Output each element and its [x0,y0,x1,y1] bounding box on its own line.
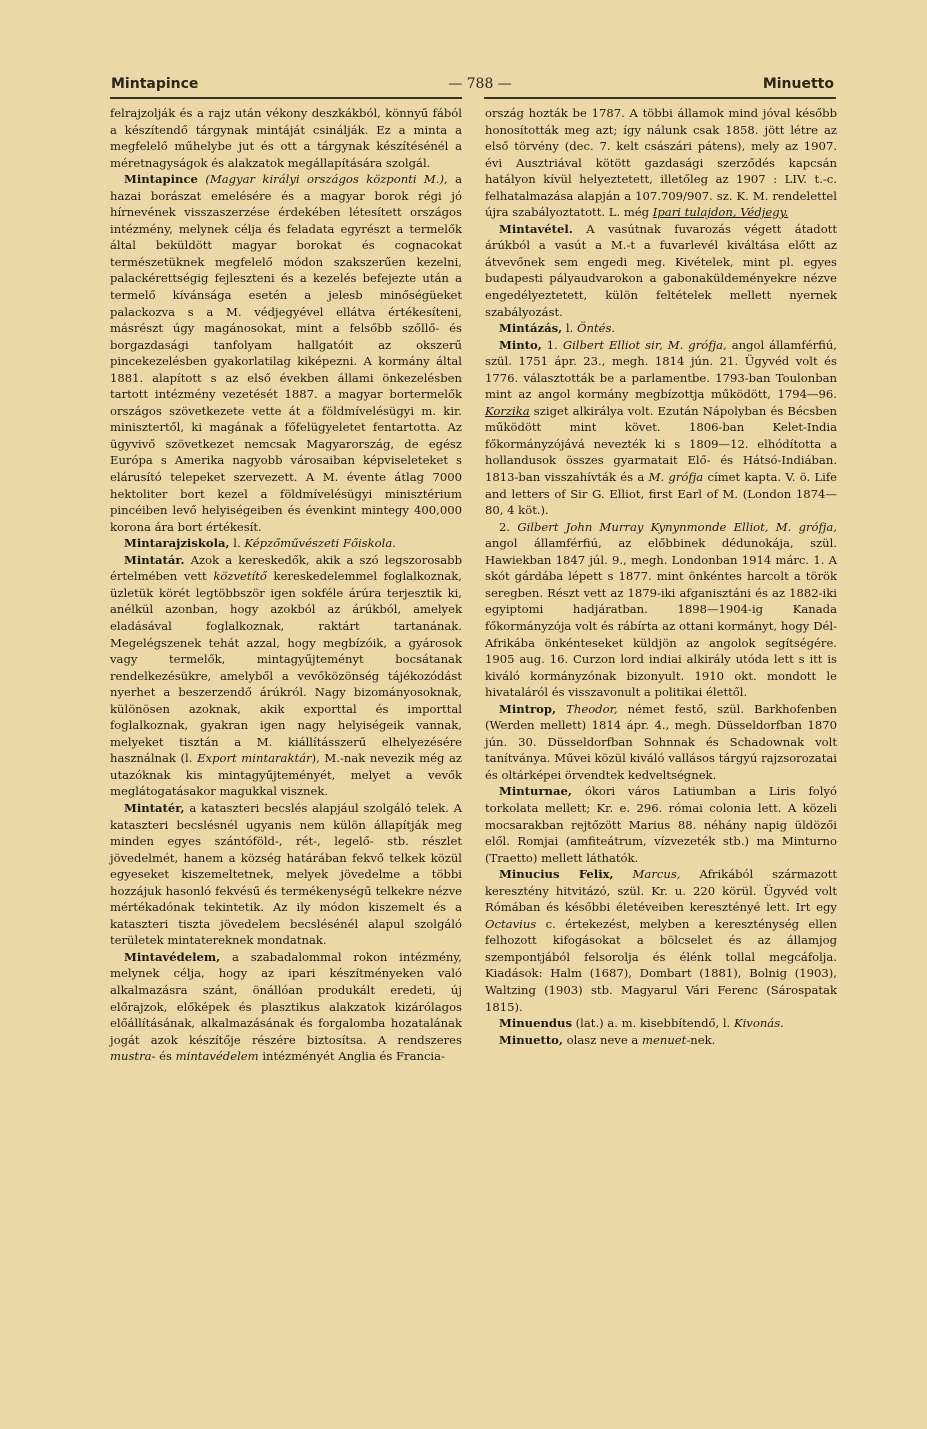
headword: Mintapince [124,172,198,187]
entry-minto [485,337,837,519]
entry-minuetto [485,1032,837,1049]
entry-mintavetel [485,221,837,320]
page-number: — 788 — [448,76,512,92]
entry-text: kereskedelemmel foglalkoznak, üzletük körét legtöbbször igen sokféle árúra terjesztik ki, anélkül azonban, hogy azokból az árúkból, amelyek eladásával foglalkoznak, raktárt tartanának. Megelégszenek tehát azzal, hogy megbízóik, a gyárosok vagy termelők, mintagyűjteményt bocsátanak rendelkezésükre, amelyből a vevőközönség tájékozódást nyerhet a beszerzendő árúkról. Nagy bizományosoknak, különösen azoknak, akik exporttal és importtal foglalkoznak, gyakran igen nagy helyiségeik vannak, melyeket tisztán a M. kiállításszerű elhelyezésére használnak (l. [110,569,462,766]
headword: Mintázás, [499,321,563,336]
entry-text: Azok a kereskedők, akik a szó legszorosabb értelmében vett [110,552,462,584]
cross-reference: menuet [642,1032,687,1047]
entry-italic: mintavédelem [175,1049,259,1064]
entry-text: angol államférfiú, az előbbinek dédunokája, szül. Hawiekban 1847 júl. 9., megh. Londonban 1914 márc. 1. A skót gárdába lépett s 1877. mint önkéntes harcolt a török seregben. Részt vett az 1879-iki afganisztáni és az 1882-iki egyiptomi hadjáratban. 1898—1904-ig Kanada főkormányzója volt és rábírta az ottani kormányt, hogy Dél-Afrikába önkénteseket küldjön az angolok segítségére. 1905 aug. 16. Curzon lord indiai alkirály utóda lett s itt is kiváló kormányzónak bizonyult. 1910 okt. mondott le hivataláról és visszavonult a politikai élettől. [485,536,837,700]
entry-text: angol államférfiú, szül. 1751 ápr. 23., megh. 1814 jún. 21. Ügyvéd volt és 1776. választották be a parlamentbe. 1793-ban Toulonban mint az angol kormány megbízottja működött, 1794—96. [485,337,837,402]
entry-text: intézményét Anglia és Francia- [258,1049,445,1064]
headword: Minuendus [499,1016,572,1031]
entry-text: c. értekezést, melyben a kereszténység ellen felhozott kifogásokat a bölcselet és az államjog szempontjából felsorolja és élénk tollal megcáfolja. Kiadások: Halm (1687), Dombart (1881), Bolnig (1903), Waltzing (1903) stb. Magyarul Vári Ferenc (Sárospatak 1815). [485,916,837,1014]
entry-minto-2 [485,519,837,701]
cross-reference: Ipari tulajdon, Védjegy. [652,205,789,220]
header-rule-right [484,97,836,99]
headword: Mintavétel. [499,221,573,236]
entry-italic: M. grófja [648,470,704,485]
entry-text: ország hozták be 1787. A többi államok mind jóval később honosították meg azt; így nálunk csak 1858. jött létre az első törvény (dec. 7. kelt császári pátens), mely az 1907. évi Ausztriával kötött gazdasági szerződés kapcsán hatályon kívül helyeztetett, illetőleg az 1907 : LIV. t.-c. felhatalmazása alapján a 107.709/907. sz. K. M. rendelettel újra szabályoztatott. L. még [485,106,837,220]
entry-text: Afrikából származott keresztény hitvitázó, szül. Kr. u. 220 körül. Ügyvéd volt Rómában és későbbi életéveiben keresztényé lett. Irt egy [485,867,838,915]
entry-minuendus [485,1015,837,1032]
entry-italic: (Magyar királyi országos központi M.) [205,172,445,187]
entry-italic: mustra- [110,1049,156,1064]
right-column [485,105,837,1048]
entry-minucius-felix [485,866,837,1015]
entry-text: a kataszteri becslés alapjául szolgáló telek. A kataszteri becslésnél ugyanis nem külön állapítják meg minden egyes szántóföld-, rét-, legelő- stb. részlet jövedelmét, hanem a község határában fekvő telkek közül egyeseket kiszemeltetnek, melyek jövedelme a többi hozzájuk hasonló fekvésű és termékenységű telkekre nézve mértékadónak tekintetik. Az ily módon kiszemelt és a kataszteri tiszta jövedelem becslésénél alapul szolgáló területek mintatereknek mondatnak. [110,800,462,948]
entry-text: l. [562,321,577,336]
entry-italic: Gilbert John Murray Kynynmonde Elliot, M. grófja, [517,519,837,534]
entry-continuation [110,105,462,171]
entry-mintapince [110,171,462,535]
entry-minturnae [485,783,837,866]
entry-text: A vasútnak fuvarozás végett átadott árúkból a vasút a M.-t a fuvarlevél kiváltása előtt az átvevőnek sem engedi meg. Kivételek, mint pl. egyes budapesti pályaudvarokon a gabonaküldeményekre nézve engedélyeztetett, külön feltételek mellett nyernek szabályozást. [485,221,837,319]
running-head-left: Mintapince [111,76,199,92]
entry-text: a szabadalommal rokon intézmény, melynek célja, hogy az ipari készítményeken való alkalmazásra szánt, önállóan produkált eredeti, új előrajzok, előképek és plasztikus alakzatok kizárólagos előállításának, alkalmazásának és forgalomba hozatalának jogát azok készítője részére biztosítsa. A rendszeres [110,949,462,1047]
entry-italic: Octavius [485,916,537,931]
entry-mintrop [485,701,837,784]
entry-text: , a hazai borászat emelésére és a magyar borok régi jó hírnevének visszaszerzése érdekében létesített országos intézmény, melynek célja és feladata egyrészt a termelők által beküldött magyar borokat és cognacokat természetüknek megfelelő módon szakszerűen kezelni, palackérettségig fejleszteni és a kezelés befejezte után a termelő kívánsága esetén a jelesb minőségüeket palackozva s a M. védjegyével ellátva értékesíteni, másrészt úgy magánosokat, mint a felsőbb szőllő- és borgazdasági tanfolyam hallgatóit az okszerű pincekezelésben gyakorlatilag kiképezni. A kormány által 1881. alapított s az első években állami önkezelésben tartott intézmény vezetését 1887. a magyar bortermelők országos szövetkezete vette át a földmívelésügyi m. kir. minisztertől, ki magának a főfelügyeletet fentartotta. Az ügyvivő szövetkezet nemcsak Magyarország, de egész Európa s Amerika nagyobb városaiban képviseleteket s elárusító telepeket szervezett. A M. évente átlag 7000 hektoliter bort kezel a földmívelésügyi minisztérium pincéiben levő helyiségeiben és évenkint mintegy 400,000 korona ára bort értékesít. [110,172,462,534]
entry-text: (lat.) a. m. kisebbítendő, l. [571,1016,734,1031]
headword: Minuetto, [499,1032,563,1047]
entry-italic: Theodor, [556,701,618,716]
entry-text: felrajzolják és a rajz után vékony deszkákból, könnyű fából a készítendő tárgynak mintáját csinálják. Ez a minta a megfelelő műhelybe jut és ott a tárgynak készítésénél a méretnagyságok és alakzatok megállapítására szolgál. [110,106,462,170]
entry-continuation [485,105,837,221]
cross-reference: Export mintaraktár [197,751,312,766]
entry-italic: Gilbert Elliot sir, M. grófja, [562,337,727,352]
entry-mintatar [110,552,462,800]
cross-reference: Korzika [485,403,530,418]
entry-text: és [155,1049,176,1064]
entry-text: 2. [499,519,518,534]
cross-reference: Képzőművészeti Főiskola. [244,536,396,551]
headword: Minucius Felix, [499,867,614,882]
entry-text: olasz neve a [562,1032,643,1047]
running-head-right: Minuetto [762,76,834,92]
entry-italic: közvetítő [213,569,267,584]
header-rule-left [110,97,462,99]
headword: Mintatér, [124,800,185,815]
headword: Mintavédelem, [124,949,221,964]
left-column [110,105,462,1065]
entry-mintavedelem [110,949,462,1065]
entry-text: sziget alkirálya volt. Ezután Nápolyban és Bécsben működött mint követ. 1806-ban Kelet-India főkormányzójává nevezték ki s 1809—12. elhódította a hollandusok összes gyarmatait Elő- és Hátsó-Indiában. 1813-ban visszahívták és a [485,403,837,485]
entry-mintarajziskola [110,535,462,552]
entry-text: ókori város Latiumban a Liris folyó torkolata mellett; Kr. e. 296. római colonia lett. A közeli mocsarakban rejtőzött Marius 88. néhány napig üldözői elől. Romjai (amfiteátrum, vízvezeték stb.) ma Minturno (Traetto) mellett láthatók. [485,784,837,865]
headword: Minto, [499,337,542,352]
headword: Mintrop, [499,701,557,716]
cross-reference: Öntés. [576,321,616,336]
entry-text: 1. [541,337,563,352]
headword: Mintatár. [124,552,185,567]
entry-mintazas [485,320,837,337]
entry-text: l. [229,536,245,551]
cross-reference: Kivonás. [733,1016,784,1031]
entry-mintater [110,800,462,949]
headword: Minturnae, [499,784,572,799]
entry-text: német festő, szül. Barkhofenben (Werden mellett) 1814 ápr. 4., megh. Düsseldorfban 1870 jún. 30. Düsseldorfban Sohnnak és Schadownak volt tanítványa. Művei közül kiváló vallásos tárgyú rajzsorozatai és oltárképei örvendtek kedveltségnek. [485,701,837,782]
entry-text: ), M.-nak nevezik még az utazóknak kis mintagyűjteményét, melyet a vevők meglátogatásakor magukkal visznek. [110,751,462,799]
entry-text: címet kapta. V. ö. Life and letters of Sir G. Elliot, first Earl of M. (London 1874—80, 4 köt.). [485,470,838,518]
headword: Mintarajziskola, [124,536,230,551]
entry-italic: Marcus, [613,867,681,882]
entry-text: -nek. [686,1032,716,1047]
